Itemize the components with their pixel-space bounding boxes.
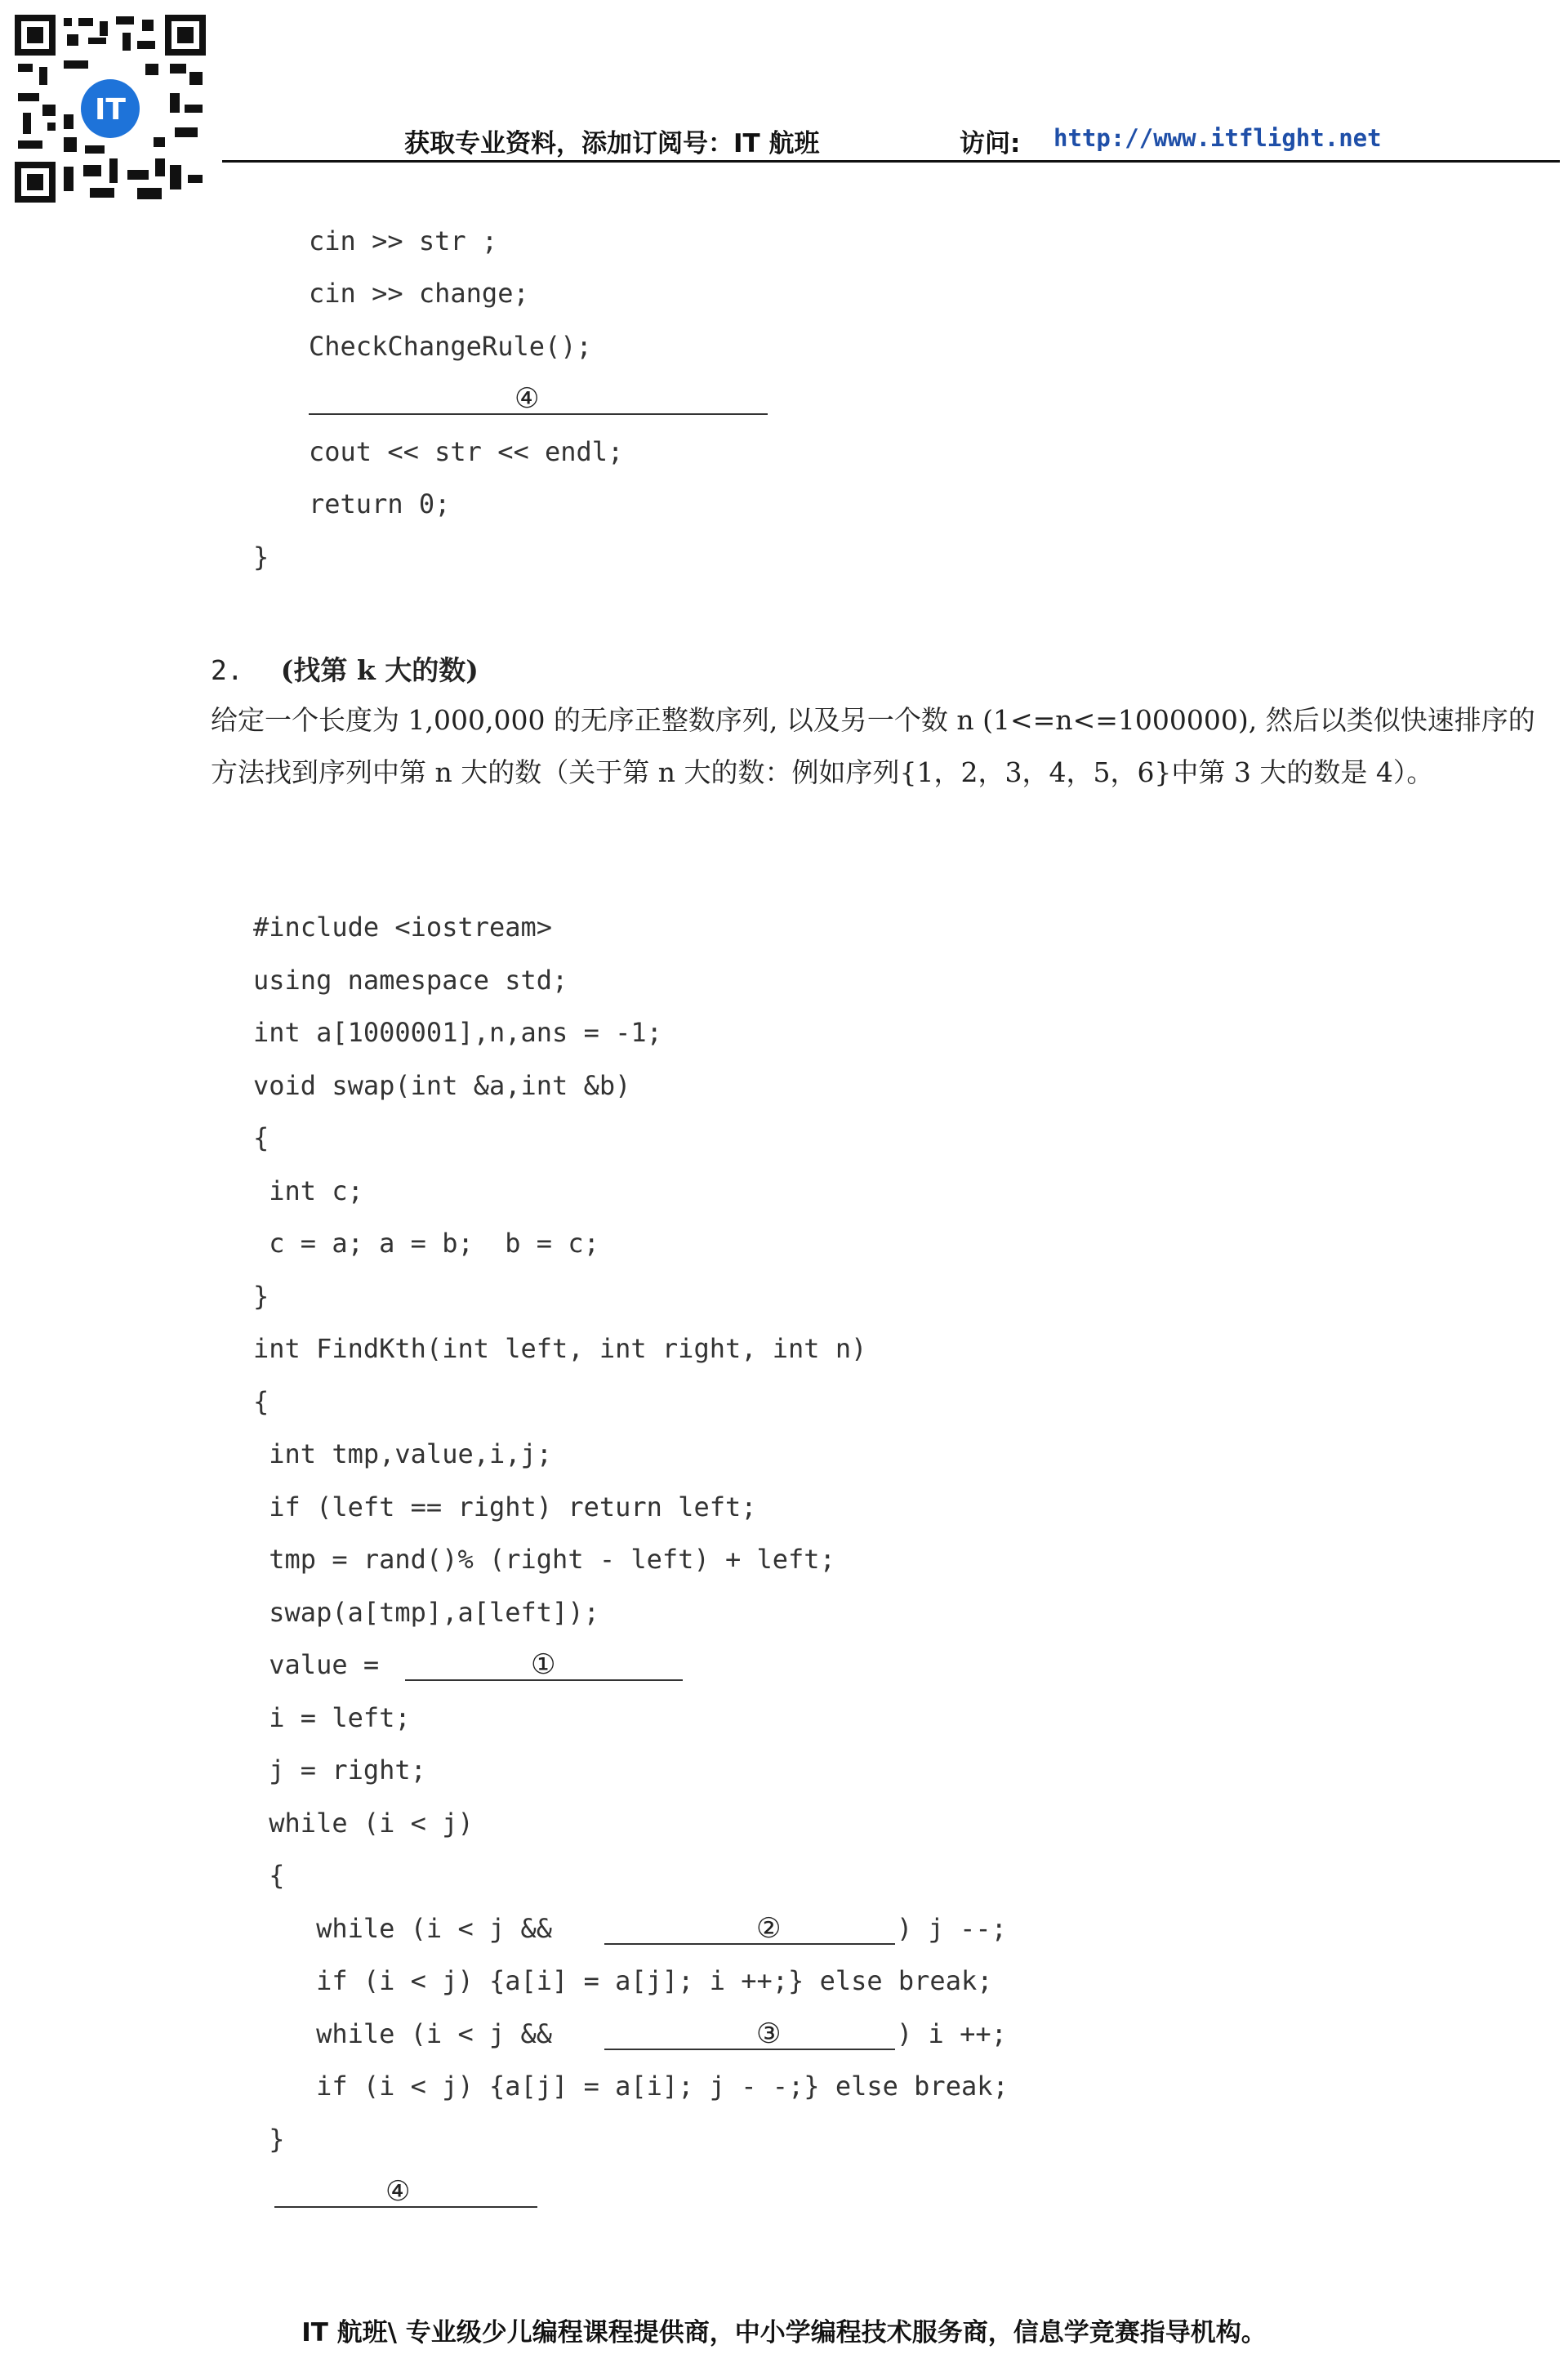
code-line: CheckChangeRule(); (309, 331, 592, 362)
code-line: int a[1000001],n,ans = -1; (253, 1017, 662, 1048)
code-line: return 0; (309, 488, 451, 519)
code-line: i = left; (253, 1702, 411, 1733)
problem-description: 给定一个长度为 1,000,000 的无序正整数序列, 以及另一个数 n (1<=n<=1000000), 然后以类似快速排序的方法找到序列中第 n 大的数（关于第 n 大的数：例如序列{1，2，3，4，5，6}中第 3 大的数是 4）。 (211, 704, 1535, 788)
header-divider (222, 160, 1560, 163)
code-line: c = a; a = b; b = c; (253, 1228, 599, 1259)
code-line: } (253, 2124, 285, 2155)
code-line: cin >> change; (309, 278, 529, 309)
code-line-tail: ) j --; (897, 1913, 1007, 1944)
answer-blank-1[interactable] (405, 1648, 683, 1681)
page-header (0, 123, 1568, 163)
blank-marker: ③ (756, 2017, 782, 2050)
code-line: cout << str << endl; (309, 436, 624, 467)
code-line: swap(a[tmp],a[left]); (253, 1597, 599, 1628)
header-visit-label: 访问: (960, 129, 1021, 158)
code-line: if (left == right) return left; (253, 1491, 757, 1523)
code-line: void swap(int &a,int &b) (253, 1070, 631, 1101)
code-line: } (253, 542, 270, 573)
blank-marker: ④ (514, 382, 540, 415)
code-line: while (i < j && (253, 1913, 568, 1944)
code-line: if (i < j) {a[i] = a[j]; i ++;} else break; (253, 1965, 993, 1996)
code-line: int c; (253, 1175, 363, 1206)
problem-heading (211, 649, 479, 688)
code-line: if (i < j) {a[j] = a[i]; j - -;} else break; (253, 2071, 1009, 2102)
code-line-tail: ) i ++; (897, 2018, 1007, 2049)
problem-title: (找第 k 大的数) (280, 654, 479, 686)
code-line: { (253, 1860, 285, 1891)
code-line: } (253, 1281, 270, 1312)
code-line: { (253, 1122, 270, 1153)
code-line: int FindKth(int left, int right, int n) (253, 1333, 867, 1364)
code-line: while (i < j && (253, 2018, 568, 2049)
page-footer: IT 航班\ 专业级少儿编程课程提供商，中小学编程技术服务商，信息学竞赛指导机构。 (301, 2318, 1267, 2347)
blank-marker: ② (756, 1912, 782, 1945)
problem-number: 2. (211, 654, 243, 686)
answer-blank-top-4[interactable] (309, 382, 768, 415)
code-line: int tmp,value,i,j; (253, 1438, 553, 1469)
header-title: 获取专业资料，添加订阅号：IT 航班 (404, 129, 820, 158)
code-line: cin >> str ; (309, 225, 498, 256)
code-line: #include <iostream> (253, 912, 553, 943)
blank-marker: ④ (385, 2175, 411, 2208)
qr-logo-text: IT (95, 93, 126, 127)
blank-marker: ① (531, 1648, 556, 1681)
answer-blank-4[interactable] (274, 2175, 537, 2208)
code-line: using namespace std; (253, 965, 568, 996)
code-line: while (i < j) (253, 1808, 474, 1839)
code-line: j = right; (253, 1754, 426, 1786)
code-line: tmp = rand()% (right - left) + left; (253, 1544, 835, 1575)
qr-code (15, 15, 206, 203)
header-url-link[interactable]: http://www.itflight.net (1054, 124, 1382, 152)
code-line: { (253, 1386, 270, 1417)
answer-blank-3[interactable] (604, 2017, 895, 2050)
answer-blank-2[interactable] (604, 1912, 895, 1945)
code-line: value = (253, 1649, 395, 1680)
